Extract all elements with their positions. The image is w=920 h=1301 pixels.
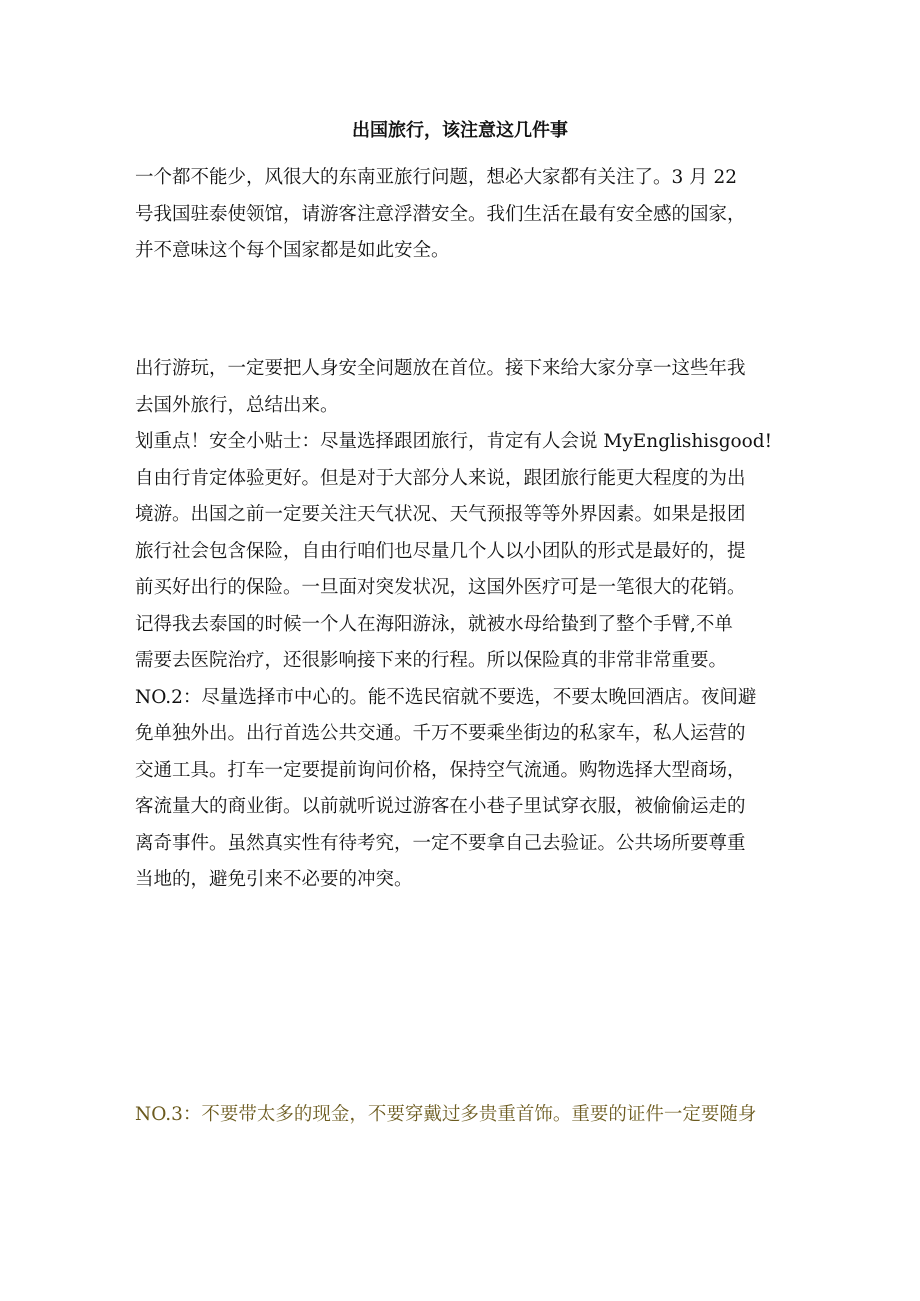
text-line: NO.2：尽量选择市中心的。能不选民宿就不要选，不要太晚回酒店。夜间避 xyxy=(135,686,757,708)
text-line: 并不意味这个每个国家都是如此安全。 xyxy=(135,240,450,261)
text-line: 当地的，避免引来不必要的冲突。 xyxy=(135,869,413,890)
text-line: 离奇事件。虽然真实性有待考究，一定不要拿自己去验证。公共场所要尊重 xyxy=(135,832,746,854)
text-line: 自由行肯定体验更好。但是对于大部分人来说，跟团旅行能更大程度的为出 xyxy=(135,467,746,489)
text-line: 出行游玩，一定要把人身安全问题放在首位。接下来给大家分享一这些年我 xyxy=(135,358,746,379)
paragraph-intro xyxy=(135,160,795,270)
text-line: 需要去医院治疗，还很影响接下来的行程。所以保险真的非常非常重要。 xyxy=(135,650,728,671)
text-line: 旅行社会包含保险，自由行咱们也尽量几个人以小团队的形式是最好的，提 xyxy=(135,540,746,562)
text-line: 免单独外出。出行首选公共交通。千万不要乘坐街边的私家车，私人运营的 xyxy=(135,723,746,744)
text-line: 记得我去泰国的时候一个人在海阳游泳，就被水母给蛰到了整个手臂,不单 xyxy=(135,613,733,635)
document-title: 出国旅行，该注意这几件事 xyxy=(352,120,568,141)
text-line: NO.3：不要带太多的现金，不要穿戴过多贵重首饰。重要的证件一定要随身 xyxy=(135,1104,757,1125)
text-line: 一个都不能少，风很大的东南亚旅行问题，想必大家都有关注了。3 月 22 xyxy=(135,167,738,188)
text-line: 去国外旅行，总结出来。 xyxy=(135,394,339,416)
text-line: 号我国驻泰使领馆，请游客注意浮潜安全。我们生活在最有安全感的国家， xyxy=(135,203,746,225)
text-line: 境游。出国之前一定要关注天气状况、天气预报等等外界因素。如果是报团 xyxy=(135,504,746,525)
paragraph-no3 xyxy=(135,1097,795,1134)
text-line: 划重点！安全小贴士：尽量选择跟团旅行，肯定有人会说 MyEnglishisgood! xyxy=(135,431,773,452)
text-line: 交通工具。打车一定要提前询问价格，保持空气流通。购物选择大型商场， xyxy=(135,759,746,781)
text-line: 客流量大的商业街。以前就听说过游客在小巷子里试穿衣服，被偷偷运走的 xyxy=(135,796,746,817)
paragraph-safety-tips xyxy=(135,351,795,899)
text-line: 前买好出行的保险。一旦面对突发状况，这国外医疗可是一笔很大的花销。 xyxy=(135,577,746,598)
